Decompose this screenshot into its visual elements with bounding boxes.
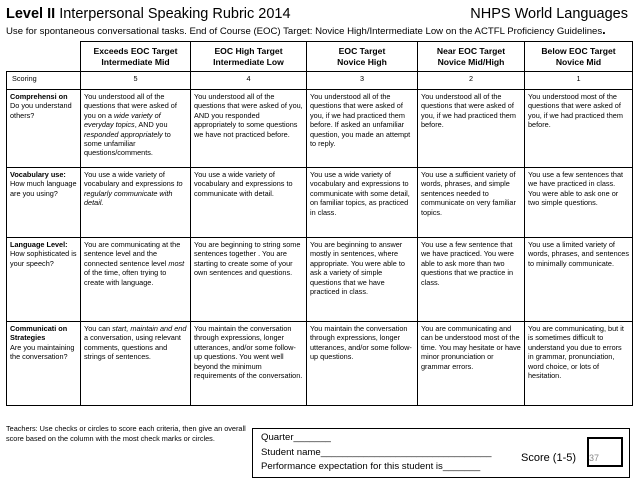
score-label: Score (1-5) [521, 452, 577, 464]
descriptor-cell: You can start, maintain and end a conversation, using relevant comments, questions and strings of sentences. [81, 322, 191, 406]
performance-expectation-field[interactable]: Performance expectation for this student is_______ [261, 461, 481, 472]
rubric-row-language-level [7, 238, 633, 322]
descriptor-cell: You are beginning to answer mostly in sentences, where appropriate. You were able to ask a variety of simple questions that we have practiced in class. [307, 238, 418, 322]
descriptor-cell: You use a sufficient variety of words, phrases, and simple sentences needed to communicate on very familiar topics. [418, 168, 525, 238]
descriptor-cell: You are communicating at the sentence level and the connected sentence level most of the time, often trying to create with language. [81, 238, 191, 322]
rubric-title: Level II Interpersonal Speaking Rubric 2014 [6, 6, 291, 22]
descriptor-cell: You use a few sentences that we have practiced in class. You were able to ask one or two simple questions. [525, 168, 633, 238]
column-header: EOC High Target Intermediate Low [191, 42, 307, 72]
descriptor-cell: You use a wide variety of vocabulary and expressions to regularly communicate with detail. [81, 168, 191, 238]
score-value: 5 [81, 72, 191, 90]
rubric-subtitle: Use for spontaneous conversational tasks. End of Course (EOC) Target: Novice High/Intermediate Low on the ACTFL Proficiency Guidelines. [6, 22, 606, 37]
scoring-row [7, 72, 633, 90]
score-value: 3 [307, 72, 418, 90]
column-header: EOC Target Novice High [307, 42, 418, 72]
descriptor-cell: You understood all of the questions that were asked of you, if we had practiced them before. [418, 90, 525, 168]
rubric-table [6, 41, 633, 406]
descriptor-cell: You use a few sentence that we have practiced. You were able to ask more than two questions that we practice in class. [418, 238, 525, 322]
descriptor-cell: You understood most of the questions that were asked of you, if we had practiced them before. [525, 90, 633, 168]
descriptor-cell: You understood all of the questions that were asked of you on a wide variety of everyday topics, AND you responded appropriately to some unfamiliar questions/comments. [81, 90, 191, 168]
organization-name: NHPS World Languages [470, 6, 628, 22]
descriptor-cell: You use a wide variety of vocabulary and expressions to communicate with detail. [191, 168, 307, 238]
score-value: 4 [191, 72, 307, 90]
descriptor-cell: You understood all of the questions that were asked of you, AND you responded appropriately to some questions we have not practiced before. [191, 90, 307, 168]
descriptor-cell: You are communicating, but it is sometimes difficult to understand you due to errors in grammar, pronunciation, word choice, or lots of hesitation. [525, 322, 633, 406]
quarter-field[interactable]: Quarter_______ [261, 432, 331, 443]
rubric-row-comprehension [7, 90, 633, 168]
rubric-row-vocabulary [7, 168, 633, 238]
criterion-cell: Communicati on Strategies Are you maintaining the conversation? [7, 322, 81, 406]
criterion-cell: Language Level: How sophisticated is your speech? [7, 238, 81, 322]
header [6, 6, 632, 24]
teacher-note: Teachers: Use checks or circles to score each criteria, then give an overall score based on the column with the most check marks or circles. [6, 424, 246, 443]
score-value: 2 [418, 72, 525, 90]
corner-cell [7, 42, 81, 72]
student-name-field[interactable]: Student name________________________________ [261, 447, 492, 458]
column-header: Near EOC Target Novice Mid/High [418, 42, 525, 72]
criterion-cell: Vocabulary use: How much language are you using? [7, 168, 81, 238]
score-value: 1 [525, 72, 633, 90]
criterion-cell: Comprehensi on Do you understand others? [7, 90, 81, 168]
descriptor-cell: You use a wide variety of vocabulary and expressions to communicate with some detail, on familiar topics, as practiced in class. [307, 168, 418, 238]
descriptor-cell: You maintain the conversation through expressions, longer utterances, and/or some follow-up questions. You went well beyond the minimum requirements of the conversation. [191, 322, 307, 406]
scoring-label: Scoring [7, 72, 81, 90]
page-number: 37 [589, 453, 600, 463]
column-header: Exceeds EOC Target Intermediate Mid [81, 42, 191, 72]
descriptor-cell: You understood all of the questions that were asked of you, if we had practiced them before. If asked an unfamiliar question, you made an attempt to reply. [307, 90, 418, 168]
descriptor-cell: You are beginning to string some sentences together . You are starting to create some of your own sentences and questions. [191, 238, 307, 322]
column-header: Below EOC Target Novice Mid [525, 42, 633, 72]
descriptor-cell: You are communicating and can be understood most of the time. You may hesitate or have minor pronunciation or grammar errors. [418, 322, 525, 406]
rubric-row-communication [7, 322, 633, 406]
student-info-box [252, 428, 630, 478]
descriptor-cell: You maintain the conversation through expressions, longer utterances, and/or some follow-up questions. [307, 322, 418, 406]
descriptor-cell: You use a limited variety of words, phrases, and sentences to minimally communicate. [525, 238, 633, 322]
